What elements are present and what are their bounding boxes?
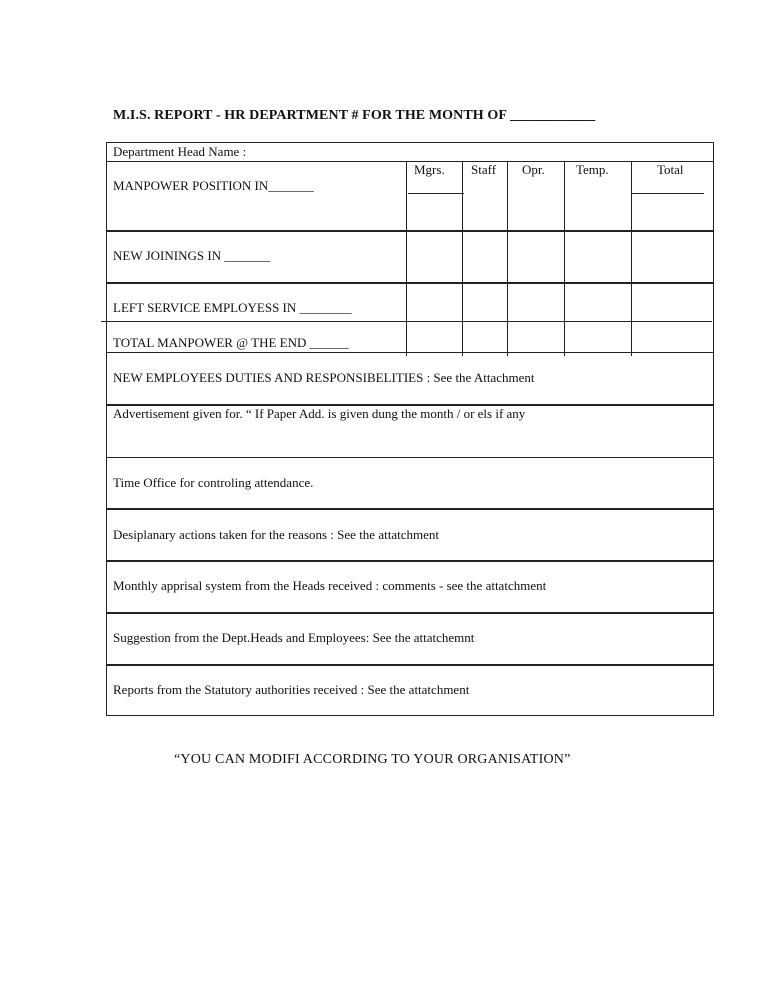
row-divider: [106, 560, 714, 562]
column-divider: [406, 161, 407, 356]
appraisal-label: Monthly apprisal system from the Heads received : comments - see the attatchment: [113, 578, 547, 593]
column-header-temp: Temp.: [576, 162, 609, 177]
row-divider: [106, 352, 714, 353]
statutory-label: Reports from the Statutory authorities received : See the attatchment: [113, 682, 470, 697]
column-divider: [631, 161, 632, 356]
row-divider: [106, 161, 714, 162]
column-divider: [564, 161, 565, 356]
new-employees-duties-label: NEW EMPLOYEES DUTIES AND RESPONSIBELITIES : See the Attachment: [113, 370, 535, 385]
disciplinary-label: Desiplanary actions taken for the reasons : See the attatchment: [113, 527, 439, 542]
column-divider: [507, 161, 508, 356]
advertisement-label: Advertisement given for. “ If Paper Add. is given dung the month / or els if any: [113, 406, 526, 421]
row-divider: [106, 282, 714, 284]
column-header-total: Total: [657, 162, 684, 177]
row-divider: [106, 230, 714, 232]
footer-note: “YOU CAN MODIFI ACCORDING TO YOUR ORGANISATION”: [174, 752, 571, 767]
suggestion-label: Suggestion from the Dept.Heads and Employees: See the attatchemnt: [113, 630, 475, 645]
column-underline: [408, 193, 464, 194]
manpower-position-label: MANPOWER POSITION IN_______: [113, 178, 314, 193]
row-divider: [106, 457, 714, 458]
column-header-staff: Staff: [471, 162, 497, 177]
row-divider: [106, 664, 714, 666]
left-service-label: LEFT SERVICE EMPLOYESS IN ________: [113, 300, 352, 315]
new-joinings-label: NEW JOININGS IN _______: [113, 248, 270, 263]
dept-head-label: Department Head Name :: [113, 144, 247, 159]
total-manpower-label: TOTAL MANPOWER @ THE END ______: [113, 335, 349, 350]
column-header-opr: Opr.: [522, 162, 545, 177]
report-title: M.I.S. REPORT - HR DEPARTMENT # FOR THE MONTH OF ____________: [113, 108, 596, 123]
column-header-mgrs: Mgrs.: [414, 162, 445, 177]
row-divider: [106, 612, 714, 614]
column-divider: [462, 161, 463, 356]
time-office-label: Time Office for controling attendance.: [113, 475, 314, 490]
column-underline: [632, 193, 704, 194]
row-divider: [106, 508, 714, 510]
